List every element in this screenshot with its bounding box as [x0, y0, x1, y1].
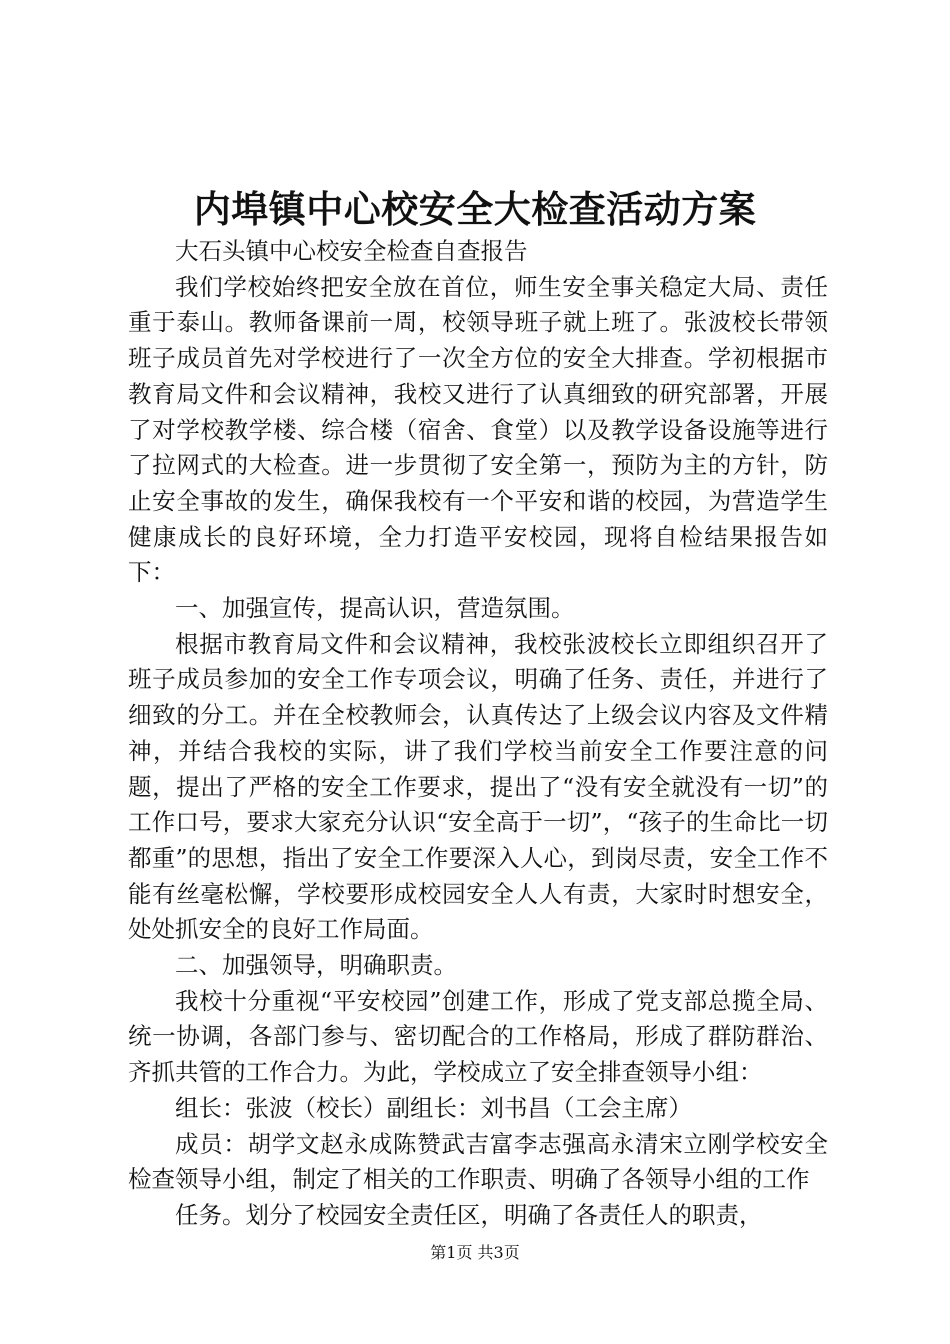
section-heading-1: 一、加强宣传，提高认识，营造氛围。	[175, 594, 575, 623]
report-subtitle: 大石头镇中心校安全检查自查报告	[175, 237, 528, 265]
paragraph-members: 成员：胡学文赵永成陈赞武吉富李志强高永清宋立刚学校安全检查领导小组，制定了相关的工作职责、明确了各领导小组的工作	[128, 1129, 828, 1194]
paragraph-section-1: 根据市教育局文件和会议精神，我校张波校长立即组织召开了班子成员参加的安全工作专项会议，明确了任务、责任，并进行了细致的分工。并在全校教师会，认真传达了上级会议内容及文件精神，并结合我校的实际，讲了我们学校当前安全工作要注意的问题，提出了严格的安全工作要求，提出了“没有安全就没有一切”的工作口号，要求大家充分认识“安全高于一切”，“孩子的生命比一切都重”的思想，指出了安全工作要深入人心，到岗尽责，安全工作不能有丝毫松懈，学校要形成校园安全人人有责，大家时时想安全，处处抓安全的良好工作局面。	[128, 629, 828, 944]
page-footer: 第1页 共3页	[430, 1243, 520, 1262]
paragraph-tasks: 任务。划分了校园安全责任区，明确了各责任人的职责，	[175, 1200, 763, 1229]
document-title: 内埠镇中心校安全大检查活动方案	[193, 187, 757, 231]
paragraph-section-2: 我校十分重视“平安校园”创建工作，形成了党支部总揽全局、统一协调，各部门参与、密切配合的工作格局，形成了群防群治、齐抓共管的工作合力。为此，学校成立了安全排查领导小组：	[128, 986, 828, 1087]
paragraph-leaders: 组长：张波（校长）副组长：刘书昌（工会主席）	[175, 1093, 692, 1122]
section-heading-2: 二、加强领导，明确职责。	[175, 951, 457, 980]
document-body	[128, 234, 828, 1234]
paragraph-intro: 我们学校始终把安全放在首位，师生安全事关稳定大局、责任重于泰山。教师备课前一周，校领导班子就上班了。张波校长带领班子成员首先对学校进行了一次全方位的安全大排查。学初根据市教育局文件和会议精神，我校又进行了认真细致的研究部署，开展了对学校教学楼、综合楼（宿舍、食堂）以及教学设备设施等进行了拉网式的大检查。进一步贯彻了安全第一，预防为主的方针，防止安全事故的发生，确保我校有一个平安和谐的校园，为营造学生健康成长的良好环境，全力打造平安校园，现将自检结果报告如下：	[128, 272, 828, 587]
